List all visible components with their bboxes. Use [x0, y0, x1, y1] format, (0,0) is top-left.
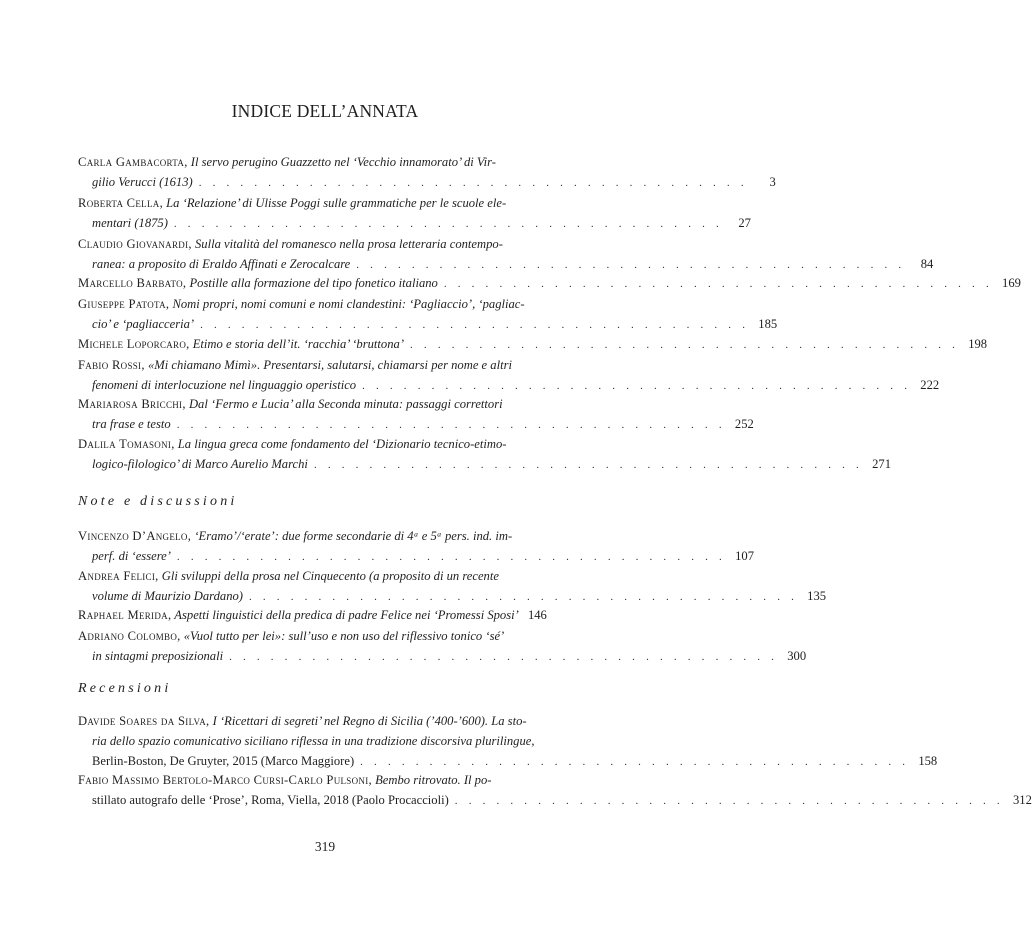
page-number: 300 [787, 649, 807, 663]
page-number: 312 [1012, 793, 1032, 807]
entry-title-cont: gilio Verucci (1613) [92, 175, 193, 189]
entry-title: Postille alla formazione del tipo fonetico italiano [186, 276, 438, 290]
entry-author: Roberta Cella, [78, 196, 164, 210]
page-number: 27 [738, 216, 751, 230]
entry-author: Fabio Massimo Bertolo-Marco Cursi-Carlo Pulsoni, [78, 773, 372, 787]
entry-title-cont: fenomeni di interlocuzione nel linguaggio operistico [92, 378, 357, 392]
entry-author: Vincenzo D’Angelo, [78, 529, 192, 543]
entry-title-cont: perf. di ‘essere’ [92, 549, 171, 563]
leader-dots: . . . . . . . . . . . . . . . . . . . . . . . . . . . . . . . . . . . . . . . . [362, 380, 912, 392]
entry-title: Nomi propri, nomi comuni e nomi clandestini: ‘Pagliaccio’, ‘pagliac- [169, 297, 525, 311]
page-number: 185 [758, 317, 778, 331]
leader-dots: . . . . . . . . . . . . . . . . . . . . . . . . . . . . . . . . . . . . . . . . [198, 177, 748, 189]
index-entry [78, 152, 776, 193]
entry-title: «Vuol tutto per lei»: sull’uso e non uso del riflessivo tonico ‘sé’ [180, 629, 505, 643]
leader-dots: . . . . . . . . . . . . . . . . . . . . . . . . . . . . . . . . . . . . . . . . [176, 419, 726, 431]
page-number: 135 [807, 589, 827, 603]
entry-title: Aspetti linguistici della predica di padre Felice nei ‘Promessi Sposi’ [171, 608, 519, 622]
entry-author: Michele Loporcaro, [78, 337, 190, 351]
leader-dots: . . . . . . . . . . . . . . . . . . . . . . . . . . . . . . . . . . . . . . . . [454, 795, 1004, 807]
page-number: 146 [527, 608, 547, 622]
entry-title-cont: tra frase e testo [92, 417, 171, 431]
entry-author: Raphael Merida, [78, 608, 172, 622]
page-number: 3 [769, 175, 776, 189]
page-number: 107 [735, 549, 754, 563]
entry-author: Marcello Barbato, [78, 276, 187, 290]
entry-title: Bembo ritrovato. Il po- [371, 773, 492, 787]
entry-author: Carla Gambacorta, [78, 155, 188, 169]
entry-publication: stillato autografo delle ‘Prose’, Roma, Viella, 2018 (Paolo Procaccioli) [92, 793, 449, 807]
index-entry [78, 626, 807, 667]
entry-title: ‘Eramo’/‘erate’: due forme secondarie di 4ᵃ e 5ᵃ pers. ind. im- [191, 529, 513, 543]
leader-dots: . . . . . . . . . . . . . . . . . . . . . . . . . . . . . . . . . . . . . . . . [356, 259, 906, 271]
entry-author: Mariarosa Bricchi, [78, 397, 186, 411]
entry-author: Adriano Colombo, [78, 629, 181, 643]
leader-dots: . . . . . . . . . . . . . . . . . . . . . . . . . . . . . . . . . . . . . . . . [229, 651, 779, 663]
entry-title-cont: mentari (1875) [92, 216, 168, 230]
page-number: 198 [968, 337, 988, 351]
index-entry [78, 193, 751, 234]
page-title: INDICE DELL’ANNATA [231, 101, 419, 121]
index-entry [78, 355, 940, 396]
entry-author: Dalila Tomasoni, [78, 437, 175, 451]
page-number: 271 [872, 457, 891, 471]
leader-dots: . . . . . . . . . . . . . . . . . . . . . . . . . . . . . . . . . . . . . . . . [360, 756, 910, 768]
leader-dots: . . . . . . . . . . . . . . . . . . . . . . . . . . . . . . . . . . . . . . . . [249, 591, 799, 603]
section-heading-reviews: Recensioni [78, 681, 172, 696]
leader-dots: . . . . . . . . . . . . . . . . . . . . . . . . . . . . . . . . . . . . . . . . [410, 339, 960, 351]
entry-publication: Berlin-Boston, De Gruyter, 2015 (Marco Maggiore) [92, 754, 355, 768]
leader-dots: . . . . . . . . . . . . . . . . . . . . . . . . . . . . . . . . . . . . . . . . [200, 319, 750, 331]
entry-author: Fabio Rossi, [78, 358, 145, 372]
entry-title-cont: in sintagmi preposizionali [92, 649, 224, 663]
entry-title: I ‘Ricettari di segreti’ nel Regno di Sicilia (’400-’600). La sto- [209, 714, 527, 728]
leader-dots: . . . . . . . . . . . . . . . . . . . . . . . . . . . . . . . . . . . . . . . . [176, 551, 726, 563]
index-entry [78, 294, 778, 335]
index-entry [78, 394, 754, 435]
leader-dots: . . . . . . . . . . . . . . . . . . . . . . . . . . . . . . . . . . . . . . . . [173, 218, 723, 230]
entry-title: La lingua greca come fondamento del ‘Dizionario tecnico-etimo- [174, 437, 507, 451]
index-entry [78, 334, 988, 355]
entry-title: «Mi chiamano Mimì». Presentarsi, salutarsi, chiamarsi per nome e altri [144, 358, 512, 372]
page-folio: 319 [314, 839, 336, 854]
index-entry [78, 605, 547, 625]
entry-title: Gli sviluppi della prosa nel Cinquecento (a proposito di un recente [158, 569, 499, 583]
leader-dots: . . . . . . . . . . . . . . . . . . . . . . . . . . . . . . . . . . . . . . . . [443, 278, 993, 290]
page-number: 158 [918, 754, 938, 768]
entry-author: Davide Soares da Silva, [78, 714, 210, 728]
index-entry [78, 234, 934, 275]
entry-title: Etimo e storia dell’it. ‘racchia’ ‘bruttona’ [189, 337, 405, 351]
page-number: 169 [1002, 276, 1021, 290]
index-entry [78, 526, 754, 567]
entry-title-cont: ria dello spazio comunicativo siciliano riflessa in una tradizione discorsiva plurilingue, [92, 734, 535, 748]
entry-title: La ‘Relazione’ di Ulisse Poggi sulle grammatiche per le scuole ele- [163, 196, 507, 210]
entry-title-cont: cio’ e ‘pagliacceria’ [92, 317, 195, 331]
index-entry [78, 273, 1021, 294]
entry-title-cont: volume di Maurizio Dardano) [92, 589, 243, 603]
page-number: 222 [920, 378, 940, 392]
entry-title: Il servo perugino Guazzetto nel ‘Vecchio innamorato’ di Vir- [187, 155, 497, 169]
index-entry [78, 770, 1032, 811]
leader-dots: . . . . . . . . . . . . . . . . . . . . . . . . . . . . . . . . . . . . . . . . [313, 459, 863, 471]
entry-author: Giuseppe Patota, [78, 297, 170, 311]
entry-title: Dal ‘Fermo e Lucia’ alla Seconda minuta: passaggi correttori [185, 397, 503, 411]
entry-author: Andrea Felici, [78, 569, 159, 583]
entry-title-cont: ranea: a proposito di Eraldo Affinati e Zerocalcare [92, 257, 351, 271]
index-entry [78, 566, 827, 607]
entry-title: Sulla vitalità del romanesco nella prosa letteraria contempo- [191, 237, 503, 251]
index-entry [78, 434, 891, 475]
section-heading-notes: Note e discussioni [78, 494, 238, 509]
entry-author: Claudio Giovanardi, [78, 237, 192, 251]
page-number: 252 [734, 417, 754, 431]
entry-title-cont: logico-filologico’ di Marco Aurelio Marchi [92, 457, 308, 471]
index-entry [78, 711, 938, 772]
page-number: 84 [920, 257, 934, 271]
